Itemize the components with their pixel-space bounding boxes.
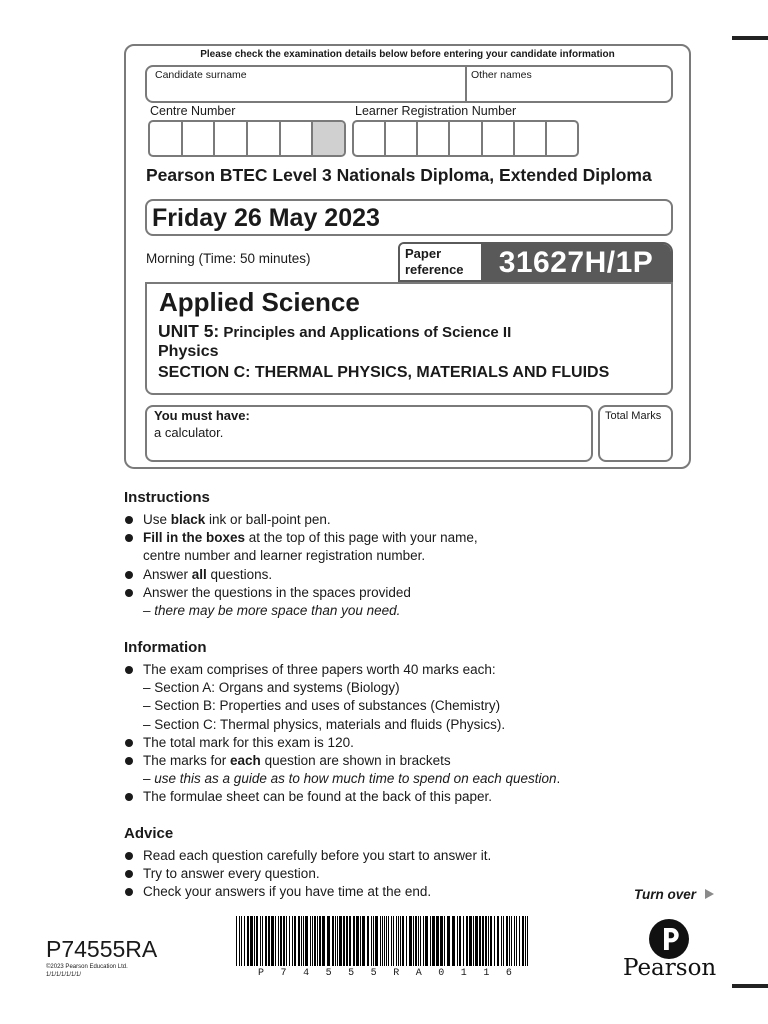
text-segment: The exam comprises of three papers worth 40 marks each:	[143, 662, 496, 677]
barcode	[232, 916, 532, 982]
text-bold: each	[230, 753, 261, 769]
centre-number-cell[interactable]	[150, 122, 183, 155]
bullet-icon	[125, 852, 133, 860]
bullet-icon	[125, 793, 133, 801]
barcode-char: 5	[325, 968, 332, 979]
text-segment: Read each question carefully before you start to answer it.	[143, 848, 492, 863]
registration-mark-bottom	[732, 984, 768, 988]
play-arrow-icon	[705, 889, 714, 899]
list-subitem: – Section C: Thermal physics, materials and fluids (Physics).	[143, 716, 506, 732]
text-segment: at the top of this page with your name,	[245, 530, 478, 546]
subject-title: Applied Science	[159, 287, 360, 317]
must-have-item: a calculator.	[154, 425, 224, 440]
text-segment: ink or ball-point pen.	[205, 512, 331, 527]
paper-reference-label-line2: reference	[405, 262, 464, 277]
text-segment: –	[143, 771, 155, 787]
instructions-list	[124, 511, 724, 620]
bullet-icon	[125, 589, 133, 597]
list-item	[124, 788, 724, 806]
learner-number-label: Learner Registration Number	[355, 104, 517, 118]
learner-number-cell[interactable]	[547, 122, 577, 155]
bullet-icon	[125, 571, 133, 579]
list-item	[124, 566, 724, 584]
list-note: – there may be more space than you need.	[143, 603, 401, 619]
centre-number-cell[interactable]	[248, 122, 281, 155]
check-details-note: Please check the examination details below before entering your candidate information	[200, 49, 615, 60]
learner-number-cell[interactable]	[483, 122, 515, 155]
list-item	[124, 752, 724, 770]
list-continuation: centre number and learner registration number.	[143, 548, 426, 564]
text-bold: black	[170, 512, 206, 527]
section-title: SECTION C: THERMAL PHYSICS, MATERIALS AND FLUIDS	[158, 364, 610, 381]
total-marks-box	[598, 405, 673, 462]
barcode-char: 7	[280, 968, 287, 979]
discipline: Physics	[158, 343, 219, 360]
list-item	[124, 511, 724, 529]
turn-over	[634, 887, 714, 902]
barcode-char: P	[258, 968, 265, 979]
exam-date: Friday 26 May 2023	[152, 204, 380, 232]
barcode-char: A	[415, 968, 422, 979]
qualification-title: Pearson BTEC Level 3 Nationals Diploma, Extended Diploma	[146, 165, 652, 185]
candidate-information-panel	[124, 44, 691, 469]
list-item	[124, 865, 724, 883]
text-segment: Check your answers if you have time at the end.	[143, 884, 432, 900]
subject-box	[145, 282, 673, 395]
must-have-title: You must have:	[154, 408, 250, 423]
learner-number-cell[interactable]	[450, 122, 482, 155]
centre-number-cell[interactable]	[183, 122, 216, 155]
bullet-icon	[125, 739, 133, 747]
unit-title: Principles and Applications of Science II	[219, 324, 512, 341]
text-bold: Fill in the boxes	[143, 530, 246, 546]
instructions-heading: Instructions	[124, 489, 210, 506]
learner-number-cell[interactable]	[354, 122, 386, 155]
barcode-char: 5	[348, 968, 355, 979]
turn-over-label: Turn over	[634, 887, 697, 902]
text-segment: question are shown in brackets	[260, 753, 451, 769]
centre-number-cell-shaded	[313, 122, 344, 155]
text-segment: The formulae sheet can be found at the back of this paper.	[143, 789, 492, 805]
copyright	[46, 964, 128, 979]
exam-date-box	[145, 199, 673, 236]
must-have-box	[145, 405, 593, 462]
other-names-label: Other names	[471, 69, 532, 81]
centre-number-cell[interactable]	[215, 122, 248, 155]
barcode-char: 0	[438, 968, 445, 979]
unit-line	[158, 321, 511, 342]
list-item	[124, 661, 724, 679]
text-segment: Use	[143, 512, 171, 527]
centre-number-boxes	[148, 120, 346, 157]
total-marks-label: Total Marks	[605, 410, 662, 422]
text-segment: The total mark for this exam is 120.	[143, 734, 354, 750]
registration-mark-top	[732, 36, 768, 40]
list-item	[124, 529, 724, 547]
learner-number-boxes	[352, 120, 579, 157]
paper-reference-label	[400, 244, 481, 280]
text-segment: The marks for	[143, 753, 231, 769]
bullet-icon	[125, 516, 133, 524]
bullet-icon	[125, 888, 133, 896]
candidate-surname-label: Candidate surname	[155, 69, 247, 81]
barcode-char: 5	[370, 968, 377, 979]
barcode-char: 6	[505, 968, 512, 979]
text-segment: questions.	[206, 566, 273, 582]
barcode-characters	[232, 968, 532, 979]
bullet-icon	[125, 666, 133, 674]
barcode-icon	[232, 916, 532, 968]
text-segment: Answer the questions in the spaces provided	[143, 584, 411, 600]
text-italic: use this as a guide as to how much time to spend on each question	[154, 771, 557, 787]
centre-number-cell[interactable]	[281, 122, 314, 155]
copyright-code-line: 1/1/1/1/1/1/1/	[46, 971, 82, 978]
learner-number-cell[interactable]	[515, 122, 547, 155]
copyright-line: ©2023 Pearson Education Ltd.	[46, 964, 128, 970]
list-subitem: – Section B: Properties and uses of substances (Chemistry)	[143, 698, 501, 714]
text-bold: all	[191, 566, 207, 582]
information-heading: Information	[124, 639, 207, 656]
barcode-char: 4	[303, 968, 310, 979]
paper-reference-value: 31627H/1P	[481, 244, 671, 280]
text-segment: .	[556, 771, 561, 787]
candidate-name-box[interactable]	[145, 65, 673, 103]
pearson-logo-text: Pearson	[623, 955, 717, 981]
list-item	[124, 847, 724, 865]
text-segment: Try to answer every question.	[143, 866, 320, 882]
exam-session: Morning (Time: 50 minutes)	[146, 251, 311, 266]
barcode-char: 1	[483, 968, 490, 979]
paper-code: P74555RA	[46, 936, 158, 962]
centre-number-label: Centre Number	[150, 104, 236, 118]
information-list	[124, 661, 724, 807]
bullet-icon	[125, 534, 133, 542]
advice-heading: Advice	[124, 825, 174, 842]
learner-number-cell[interactable]	[386, 122, 418, 155]
paper-reference-label-line1: Paper	[405, 246, 442, 261]
pearson-logo-icon	[649, 919, 689, 959]
barcode-char: R	[393, 968, 400, 979]
list-subitem: – Section A: Organs and systems (Biology)	[143, 680, 400, 696]
barcode-char: 1	[460, 968, 467, 979]
learner-number-cell[interactable]	[418, 122, 450, 155]
text-segment: Answer	[143, 566, 192, 582]
bullet-icon	[125, 757, 133, 765]
bullet-icon	[125, 870, 133, 878]
unit-number: UNIT 5:	[158, 321, 220, 341]
list-item	[124, 584, 724, 602]
paper-reference-box	[398, 242, 673, 282]
list-item	[124, 734, 724, 752]
name-divider	[465, 67, 467, 101]
list-note	[124, 770, 724, 788]
